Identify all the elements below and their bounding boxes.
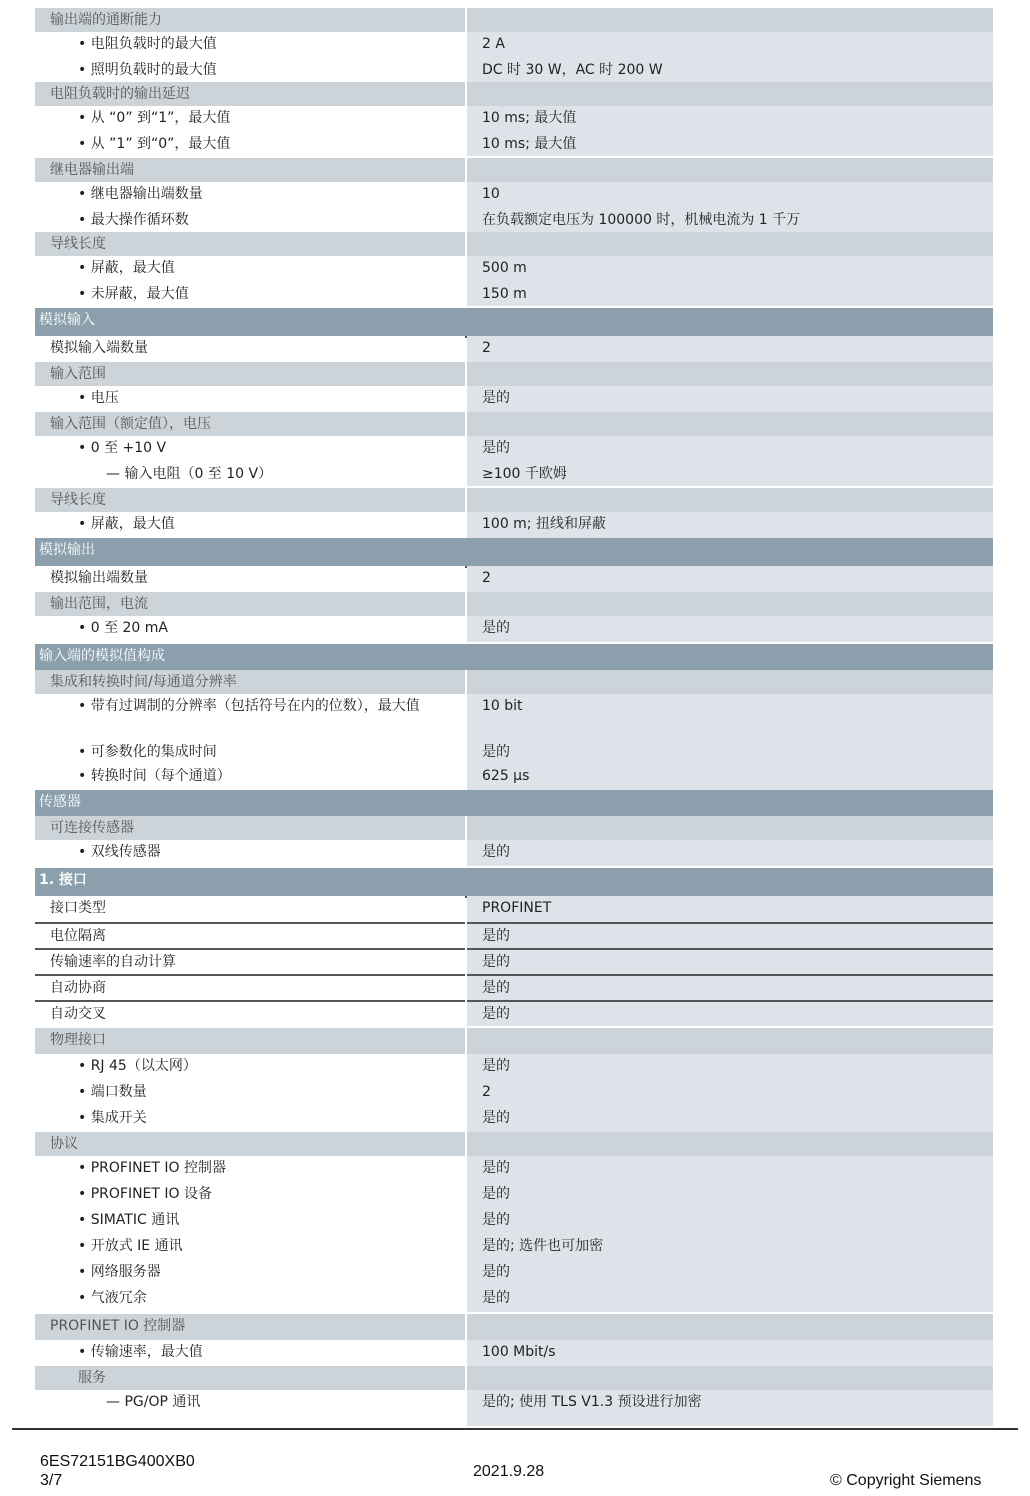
spec-value: 100 m; 扭线和屏蔽 [467,512,993,538]
spec-label: PROFINET IO 控制器 [35,1314,465,1340]
spec-row [35,282,993,306]
spec-row [35,740,993,764]
spec-label: • RJ 45（以太网） [35,1054,465,1080]
spec-label: 输入范围（额定值），电压 [35,412,465,436]
spec-row [35,1106,993,1132]
spec-value [467,362,993,386]
spec-row [35,32,993,58]
spec-value: 是的 [467,1106,993,1132]
section-title: 模拟输入 [39,312,95,328]
spec-row [35,1390,993,1426]
spec-value: 10 ms; 最大值 [467,132,993,156]
spec-label: 可连接传感器 [35,816,465,840]
order-number: 6ES72151BG400XB0 [40,1453,195,1470]
spec-value: 在负载额定电压为 100000 时，机械电流为 1 千万 [467,208,993,232]
spec-value [467,232,993,256]
spec-value [467,488,993,512]
section-header [35,790,993,816]
spec-label: 继电器输出端 [35,158,465,182]
group-row [35,362,993,386]
spec-value [467,158,993,182]
spec-value [467,8,993,32]
spec-value: 是的 [467,974,993,1000]
spec-label: • 继电器输出端数量 [35,182,465,208]
section-header [35,538,993,568]
spec-label: • 集成开关 [35,1106,465,1132]
spec-value: 150 m [467,282,993,306]
spec-label: 自动协商 [35,974,465,1000]
footer-divider [12,1428,1018,1430]
spec-value: 500 m [467,256,993,282]
section-header [35,868,993,898]
spec-value: 是的 [467,1054,993,1080]
spec-value: 是的 [467,740,993,764]
spec-label: • 双线传感器 [35,840,465,866]
spec-value [467,1028,993,1054]
group-row [35,1028,993,1054]
spec-value: 是的 [467,616,993,642]
spec-value [467,82,993,106]
spec-row [35,256,993,282]
spec-label: 模拟输入端数量 [35,336,465,362]
spec-label: 传输速率的自动计算 [35,948,465,974]
group-row [35,82,993,106]
group-row [35,8,993,32]
spec-label: 导线长度 [35,232,465,256]
section-title: 模拟输出 [39,542,95,558]
spec-value: 是的 [467,1182,993,1208]
spec-label: • 带有过调制的分辨率（包括符号在内的位数），最大值 [35,694,465,740]
spec-value: 2 [467,1080,993,1106]
spec-label: 协议 [35,1132,465,1156]
page-number: 3/7 [40,1472,63,1489]
spec-value: 是的 [467,948,993,974]
copyright: © Copyright Siemens [830,1472,982,1489]
spec-label: 电阻负载时的输出延迟 [35,82,465,106]
spec-value: 2 A [467,32,993,58]
spec-label: • 最大操作循环数 [35,208,465,232]
spec-label: • 传输速率，最大值 [35,1340,465,1366]
spec-value: 是的 [467,1286,993,1312]
spec-row [35,1286,993,1312]
spec-label: • 开放式 IE 通讯 [35,1234,465,1260]
group-row [35,592,993,616]
spec-row [35,1208,993,1234]
spec-value: 是的 [467,1260,993,1286]
spec-value: ≥100 千欧姆 [467,462,993,486]
spec-label: 导线长度 [35,488,465,512]
spec-label: 自动交叉 [35,1000,465,1026]
spec-value [467,1314,993,1340]
spec-row [35,922,993,948]
spec-row [35,386,993,412]
spec-row [35,436,993,462]
spec-label: 输出端的通断能力 [35,8,465,32]
group-row [35,816,993,840]
section-title: 传感器 [39,794,81,810]
spec-value: 100 Mbit/s [467,1340,993,1366]
group-row [35,158,993,182]
spec-row [35,336,993,362]
section-header [35,308,993,338]
spec-label: • SIMATIC 通讯 [35,1208,465,1234]
spec-row [35,1156,993,1182]
footer-date: 2021.9.28 [473,1463,545,1480]
spec-label: • 电压 [35,386,465,412]
spec-label: 接口类型 [35,896,465,922]
spec-label: • PROFINET IO 控制器 [35,1156,465,1182]
spec-value [467,670,993,694]
spec-value [467,592,993,616]
section-title: 输入端的模拟值构成 [39,648,165,664]
spec-value: 2 [467,566,993,592]
spec-row [35,208,993,232]
spec-row [35,840,993,866]
spec-value: 是的 [467,840,993,866]
spec-label: • 0 至 20 mA [35,616,465,642]
spec-row [35,1182,993,1208]
spec-value: 是的 [467,386,993,412]
spec-row [35,694,993,740]
spec-value: 625 μs [467,764,993,790]
spec-label: • 网络服务器 [35,1260,465,1286]
spec-value: 10 ms; 最大值 [467,106,993,132]
spec-label: • 屏蔽，最大值 [35,512,465,538]
group-row [35,1314,993,1340]
spec-label: • 照明负载时的最大值 [35,58,465,82]
spec-row [35,58,993,82]
spec-row [35,948,993,974]
spec-row [35,182,993,208]
spec-row [35,566,993,592]
spec-row [35,132,993,156]
spec-row [35,1234,993,1260]
spec-row [35,1260,993,1286]
spec-label: • 从 ”1” 到“0”，最大值 [35,132,465,156]
spec-value: 是的; 使用 TLS V1.3 预设进行加密 [467,1390,993,1426]
spec-row [35,1080,993,1106]
spec-value [467,1366,993,1390]
section-title: 1. 接口 [39,872,87,888]
spec-label: 服务 [35,1366,465,1390]
spec-row [35,616,993,642]
spec-value [467,816,993,840]
group-row [35,232,993,256]
spec-label: 输出范围，电流 [35,592,465,616]
spec-value: 是的 [467,1208,993,1234]
group-row [35,1366,993,1390]
spec-label: • 0 至 +10 V [35,436,465,462]
spec-label: • 电阻负载时的最大值 [35,32,465,58]
spec-label: • 端口数量 [35,1080,465,1106]
spec-value: 是的 [467,436,993,462]
group-row [35,412,993,436]
spec-label: • 从 “0” 到“1”，最大值 [35,106,465,132]
spec-row [35,1340,993,1366]
spec-row [35,1000,993,1026]
spec-value: 是的 [467,922,993,948]
spec-label: • 未屏蔽，最大值 [35,282,465,306]
spec-row [35,764,993,790]
spec-row [35,512,993,538]
spec-value: DC 时 30 W，AC 时 200 W [467,58,993,82]
spec-label: • 屏蔽，最大值 [35,256,465,282]
spec-row [35,1054,993,1080]
section-header [35,644,993,670]
spec-label: 模拟输出端数量 [35,566,465,592]
spec-label: • 气液冗余 [35,1286,465,1312]
spec-value: 10 bit [467,694,993,740]
group-row [35,670,993,694]
spec-value [467,412,993,436]
spec-value: 10 [467,182,993,208]
spec-value: 2 [467,336,993,362]
spec-label: — 输入电阻（0 至 10 V） [35,462,465,486]
spec-label: • PROFINET IO 设备 [35,1182,465,1208]
spec-label: — PG/OP 通讯 [35,1390,465,1426]
spec-row [35,462,993,486]
spec-value: 是的; 选件也可加密 [467,1234,993,1260]
spec-value: 是的 [467,1156,993,1182]
spec-row [35,896,993,922]
spec-label: • 转换时间（每个通道） [35,764,465,790]
spec-label: 电位隔离 [35,922,465,948]
spec-label: 输入范围 [35,362,465,386]
spec-label: • 可参数化的集成时间 [35,740,465,764]
group-row [35,488,993,512]
spec-row [35,974,993,1000]
spec-value: 是的 [467,1000,993,1026]
spec-value [467,1132,993,1156]
spec-row [35,106,993,132]
group-row [35,1132,993,1156]
spec-value: PROFINET [467,896,993,922]
spec-label: 集成和转换时间/每通道分辨率 [35,670,465,694]
spec-label: 物理接口 [35,1028,465,1054]
